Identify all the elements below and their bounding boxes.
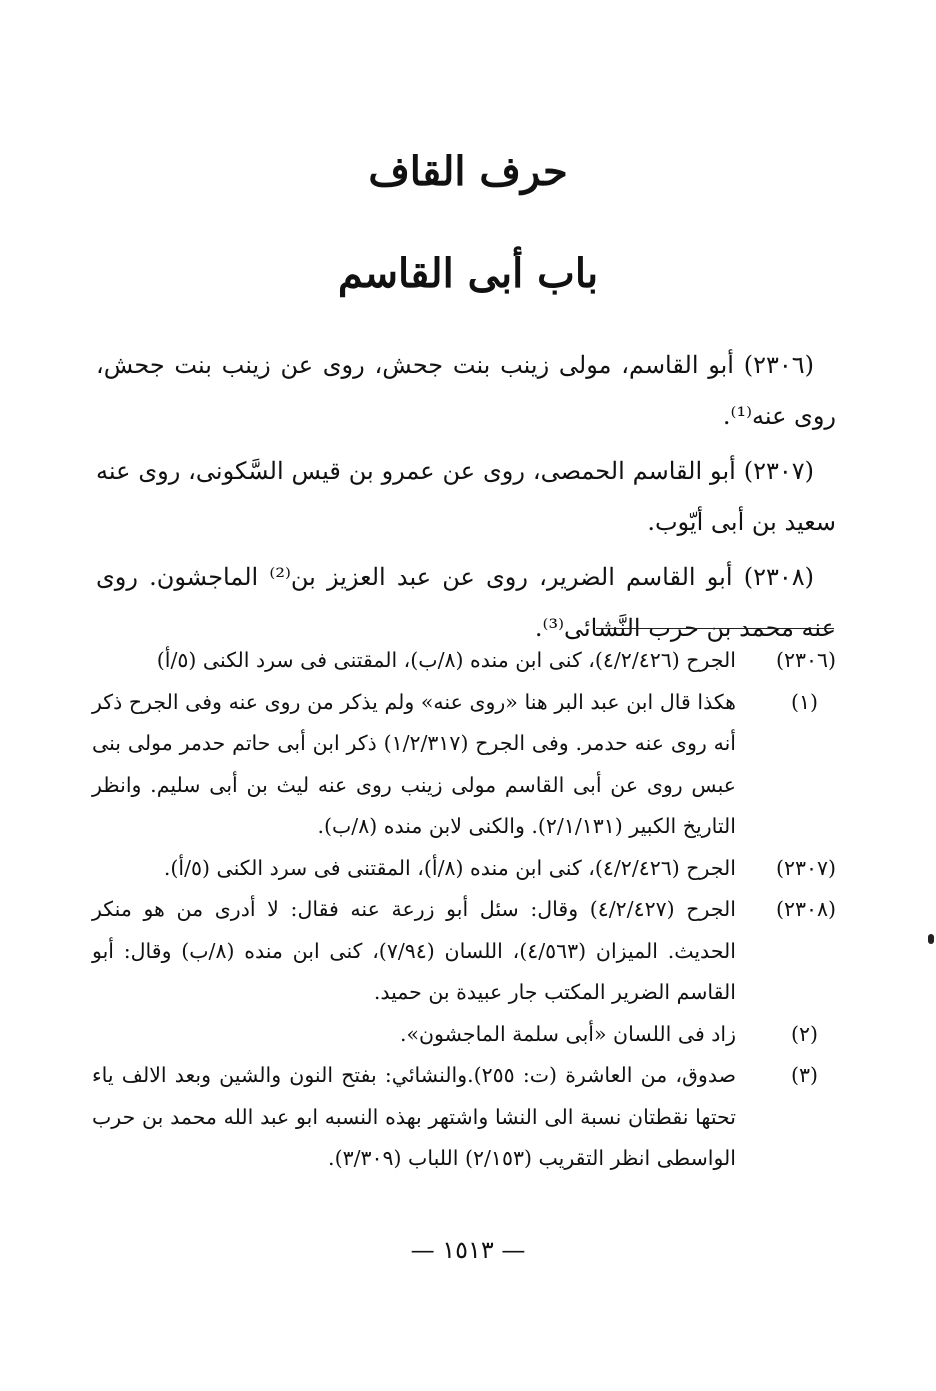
footnote-3 [92, 1055, 836, 1180]
footnote-text: الجرح (٤/٢/٤٢٦)، كنى ابن منده (٨/أ)، المقتنى فى سرد الكنى (٥/أ). [163, 855, 736, 880]
footnote-number: (٢) [790, 1021, 818, 1046]
footnote-number: (٣) [790, 1063, 818, 1087]
footnote-2308 [92, 889, 836, 1014]
footnote-number: (١) [790, 689, 818, 714]
page-number: — ١٥١٣ — [410, 1236, 526, 1264]
entry-2306: (٢٣٠٦) أبو القاسم، مولى زينب بنت جحش، روى عن زينب بنت جحش، روى عنه⁽¹⁾. [96, 351, 836, 430]
footnote-number: (٢٣٠٧) [775, 855, 836, 880]
footnotes [92, 640, 836, 1180]
footnote-2306 [92, 640, 836, 682]
footnote-text: زاد فى اللسان «أبى سلمة الماجشون». [399, 1021, 736, 1046]
footnote-1 [92, 682, 836, 848]
footnote-text: صدوق، من العاشرة (ت: ٢٥٥).والنشائي: بفتح النون والشين وبعد الالف ياء تحتها نقطتان نسبة الى النشا واشتهر بهذه النسبه ابو عبد الله محمد بن حرب الواسطى انظر التقريب (٢/١٥٣) اللباب (٣/٣٠٩). [92, 1063, 736, 1170]
footnote-2307 [92, 848, 836, 890]
entry-2307: (٢٣٠٧) أبو القاسم الحمصى، روى عن عمرو بن قيس السَّكونى، روى عنه سعيد بن أبى أيّوب. [96, 457, 836, 536]
footnote-text: الجرح (٤/٢/٤٢٦)، كنى ابن منده (٨/ب)، المقتنى فى سرد الكنى (٥/أ) [156, 648, 736, 672]
footnote-separator [596, 628, 834, 629]
footnote-text: الجرح (٤/٢/٤٢٧) وقال: سئل أبو زرعة عنه فقال: لا أدرى من هو منكر الحديث. الميزان (٤/٥٦٣)، اللسان (٧/٩٤)، كنى ابن منده (٨/ب) وقال: أبو القاسم الضرير المكتب جار عبيدة بن حميد. [92, 897, 736, 1004]
footnote-number: (٢٣٠٦) [775, 648, 836, 672]
chapter-title: حرف القاف [368, 148, 568, 195]
scan-edge-mark [928, 934, 934, 944]
footnote-text: هكذا قال ابن عبد البر هنا «روى عنه» ولم يذكر من روى عنه وفى الجرح ذكر أنه روى عنه حدمر. وفى الجرح (١/٢/٣١٧) ذكر ابن أبى حاتم حدمر مولى بنى عبس روى عن أبى القاسم مولى زينب روى عنه ليث بن أبى سليم. وانظر التاريخ الكبير (٢/١/١٣١). والكنى لابن منده (٨/ب). [92, 689, 736, 838]
section-title: باب أبى القاسم [337, 250, 599, 297]
footnote-2 [92, 1014, 836, 1056]
entry-2308: (٢٣٠٨) أبو القاسم الضرير، روى عن عبد العزيز بن⁽²⁾ الماجشون. روى عنه محمد بن حرب النَّشائى⁽³⁾. [96, 563, 836, 642]
footnote-number: (٢٣٠٨) [775, 897, 836, 921]
entries-list [96, 340, 836, 658]
